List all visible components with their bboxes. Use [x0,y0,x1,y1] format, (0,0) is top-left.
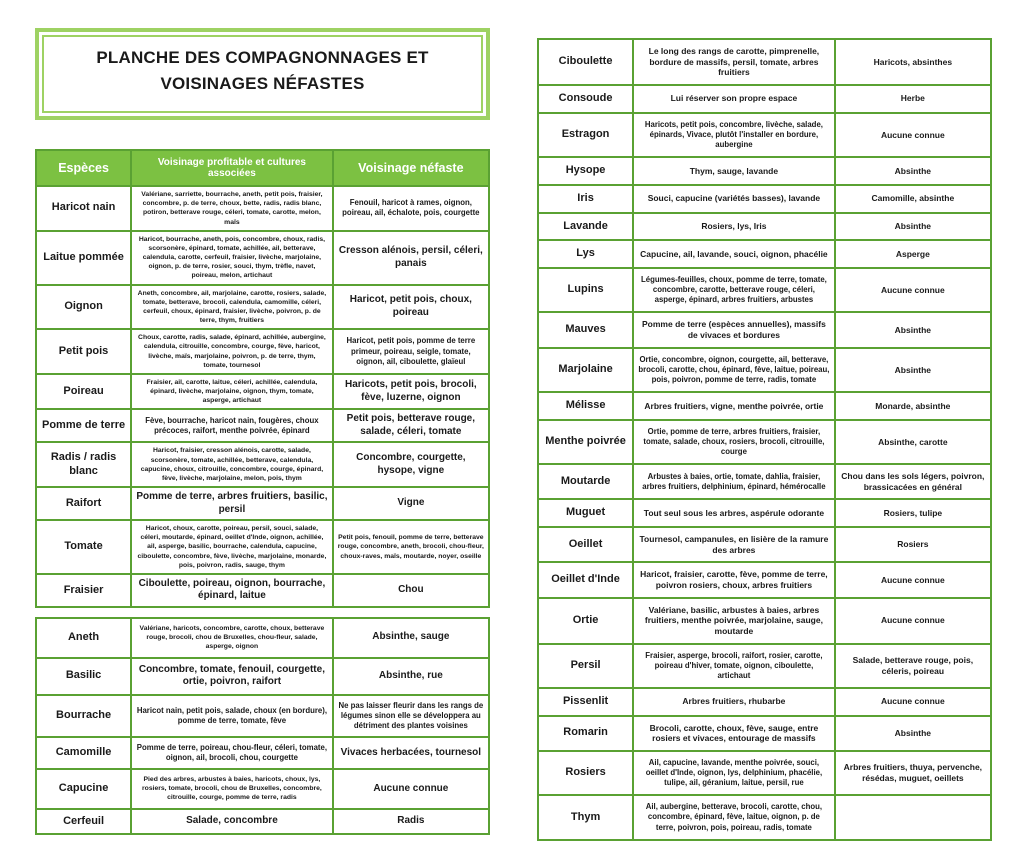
species-cell: Aneth [36,618,131,658]
species-cell: Poireau [36,374,131,410]
table-row [36,658,489,695]
profitable-cell: Arbres fruitiers, vigne, menthe poivrée, ortie [633,392,835,420]
harmful-cell: Haricot, petit pois, choux, poireau [333,285,489,330]
companion-table-herbs-left [35,617,490,835]
harmful-cell: Cresson alénois, persil, céleri, panais [333,231,489,285]
profitable-cell: Tournesol, campanules, en lisière de la ramure des arbres [633,527,835,562]
table-row [538,113,991,157]
harmful-cell: Vigne [333,487,489,520]
profitable-cell: Capucine, ail, lavande, souci, oignon, phacélie [633,240,835,268]
harmful-cell: Absinthe, rue [333,658,489,695]
species-cell: Lavande [538,213,633,241]
harmful-cell: Absinthe, carotte [835,420,991,464]
table-row [36,695,489,737]
table-row [538,598,991,644]
table-row [36,285,489,330]
species-cell: Ortie [538,598,633,644]
title-box-inner [42,35,483,113]
table-row [36,374,489,410]
table-body-main [36,186,489,607]
table-row [538,312,991,347]
profitable-cell: Ail, capucine, lavande, menthe poivrée, souci, oeillet d'Inde, oignon, lys, delphinium, phacélie, tulipe, ail, géranium, laitue, persil, rue [633,751,835,795]
profitable-cell: Le long des rangs de carotte, pimprenelle, bordure de massifs, persil, tomate, arbres fruitiers [633,39,835,85]
table-row [538,499,991,527]
species-cell: Oignon [36,285,131,330]
harmful-cell: Petit pois, betterave rouge, salade, céleri, tomate [333,409,489,442]
harmful-cell: Haricot, petit pois, pomme de terre primeur, poireau, seigle, tomate, oignon, ail, ciboulette, glaïeul [333,329,489,374]
table-row [538,268,991,312]
table-row [36,231,489,285]
profitable-cell: Arbres fruitiers, rhubarbe [633,688,835,716]
table-row [538,213,991,241]
col-header-harmful: Voisinage néfaste [333,150,489,186]
table-row [538,716,991,751]
col-header-profitable: Voisinage profitable et cultures associées [131,150,333,186]
profitable-cell: Ciboulette, poireau, oignon, bourrache, épinard, laitue [131,574,333,607]
profitable-cell: Thym, sauge, lavande [633,157,835,185]
species-cell: Persil [538,644,633,688]
table-row [538,562,991,597]
profitable-cell: Haricots, petit pois, concombre, livèche, salade, épinards, Vivace, plutôt l'installer en bordure, aubergine [633,113,835,157]
harmful-cell: Vivaces herbacées, tournesol [333,737,489,769]
profitable-cell: Aneth, concombre, ail, marjolaine, carotte, rosiers, salade, tomate, betterave, brocoli, calendula, camomille, céleri, cerfeuil, choux, épinard, fraisier, livèche, poivron, p. de terre, thym, fruitiers [131,285,333,330]
species-cell: Mauves [538,312,633,347]
profitable-cell: Haricot, choux, carotte, poireau, persil, souci, salade, céleri, moutarde, épinard, oeillet d'Inde, oignon, achillée, ail, asperge, basilic, bourrache, calendula, capucine, ciboulette, concombre, fève, livèche, marjolaine, monarde, pois, poivron, radis, sauge, thym [131,520,333,574]
table-row [36,574,489,607]
harmful-cell: Aucune connue [835,598,991,644]
profitable-cell: Ortie, pomme de terre, arbres fruitiers, fraisier, tomate, salade, choux, rosiers, brocoli, citrouille, courge [633,420,835,464]
species-cell: Oeillet [538,527,633,562]
harmful-cell: Chou dans les sols légers, poivron, brassicacées en général [835,464,991,499]
table-row [538,644,991,688]
companion-table-herbs-right [537,38,992,841]
table-body-herbs-left [36,618,489,834]
profitable-cell: Rosiers, lys, Iris [633,213,835,241]
profitable-cell: Salade, concombre [131,809,333,835]
species-cell: Oeillet d'Inde [538,562,633,597]
harmful-cell: Rosiers, tulipe [835,499,991,527]
table-row [538,39,991,85]
harmful-cell: Absinthe [835,157,991,185]
profitable-cell: Fraisier, asperge, brocoli, raifort, rosier, carotte, poireau d'hiver, tomate, oignon, ciboulette, artichaut [633,644,835,688]
species-cell: Thym [538,795,633,839]
table-row [538,85,991,113]
species-cell: Hysope [538,157,633,185]
species-cell: Petit pois [36,329,131,374]
table-row [538,420,991,464]
profitable-cell: Tout seul sous les arbres, aspérule odorante [633,499,835,527]
species-cell: Mélisse [538,392,633,420]
species-cell: Ciboulette [538,39,633,85]
profitable-cell: Pied des arbres, arbustes à baies, haricots, choux, lys, rosiers, tomate, brocoli, chou de Bruxelles, concombre, citrouille, courge, pomme de terre, radis [131,769,333,809]
species-cell: Bourrache [36,695,131,737]
harmful-cell: Absinthe [835,213,991,241]
profitable-cell: Légumes-feuilles, choux, pomme de terre, tomate, concombre, carotte, betterave rouge, céleri, asperge, épinard, arbres fruitiers, arbustes [633,268,835,312]
col-header-species: Espèces [36,150,131,186]
species-cell: Pomme de terre [36,409,131,442]
table-row [538,464,991,499]
title-box [35,28,490,120]
species-cell: Marjolaine [538,348,633,392]
species-cell: Haricot nain [36,186,131,231]
table-row [36,442,489,487]
table-header-row [36,150,489,186]
profitable-cell: Pomme de terre (espèces annuelles), massifs de vivaces et bordures [633,312,835,347]
species-cell: Lupins [538,268,633,312]
left-page [35,28,490,835]
species-cell: Radis / radis blanc [36,442,131,487]
harmful-cell: Haricots, petit pois, brocoli, fève, luzerne, oignon [333,374,489,410]
species-cell: Fraisier [36,574,131,607]
table-row [538,751,991,795]
species-cell: Pissenlit [538,688,633,716]
species-cell: Estragon [538,113,633,157]
profitable-cell: Haricot, fraisier, cresson alénois, carotte, salade, scorsonère, tomate, achillée, betterave, calendula, capucine, choux, citrouille, concombre, courge, épinard, fève, livèche, marjolaine, melon, pois, thym [131,442,333,487]
profitable-cell: Haricot, bourrache, aneth, pois, concombre, choux, radis, scorsonère, épinard, tomate, achillée, ail, betterave, calendula, carotte, cerfeuil, fraisier, livèche, marjolaine, oignon, p. de terre, rosier, souci, thym, trèfle, navet, poireau, melon, artichaut [131,231,333,285]
table-row [36,520,489,574]
table-row [538,688,991,716]
harmful-cell: Arbres fruitiers, thuya, pervenche, résédas, muguet, oeillets [835,751,991,795]
harmful-cell: Herbe [835,85,991,113]
table-row [36,409,489,442]
profitable-cell: Pomme de terre, arbres fruitiers, basilic, persil [131,487,333,520]
table-row [36,769,489,809]
profitable-cell: Arbustes à baies, ortie, tomate, dahlia, fraisier, arbres fruitiers, delphinium, épinard, hémérocalle [633,464,835,499]
profitable-cell: Valériane, basilic, arbustes à baies, arbres fruitiers, menthe poivrée, marjolaine, sauge, moutarde [633,598,835,644]
species-cell: Raifort [36,487,131,520]
table-row [538,185,991,213]
profitable-cell: Ail, aubergine, betterave, brocoli, carotte, chou, concombre, épinard, fève, laitue, oignon, p. de terre, poivron, pois, poireau, radis, tomate [633,795,835,839]
harmful-cell: Ne pas laisser fleurir dans les rangs de légumes sinon elle se développera au détriment des plantes voisines [333,695,489,737]
harmful-cell: Aucune connue [333,769,489,809]
profitable-cell: Lui réserver son propre espace [633,85,835,113]
profitable-cell: Fève, bourrache, haricot nain, fougères, choux précoces, raifort, menthe poivrée, épinard [131,409,333,442]
harmful-cell: Radis [333,809,489,835]
harmful-cell: Aucune connue [835,113,991,157]
species-cell: Moutarde [538,464,633,499]
harmful-cell: Chou [333,574,489,607]
table-row [538,527,991,562]
harmful-cell: Camomille, absinthe [835,185,991,213]
harmful-cell: Absinthe [835,716,991,751]
species-cell: Tomate [36,520,131,574]
table-row [538,795,991,839]
table-row [538,392,991,420]
species-cell: Consoude [538,85,633,113]
page-title: PLANCHE DES COMPAGNONNAGES ET VOISINAGES NÉFASTES [96,48,429,94]
harmful-cell: Absinthe [835,312,991,347]
harmful-cell: Rosiers [835,527,991,562]
harmful-cell: Concombre, courgette, hysope, vigne [333,442,489,487]
right-page [537,38,992,841]
species-cell: Rosiers [538,751,633,795]
profitable-cell: Choux, carotte, radis, salade, épinard, achillée, aubergine, calendula, citrouille, concombre, courge, fève, haricot, livèche, maïs, marjolaine, poivron, p. de terre, thym, tomate, tournesol [131,329,333,374]
harmful-cell: Monarde, absinthe [835,392,991,420]
species-cell: Iris [538,185,633,213]
species-cell: Camomille [36,737,131,769]
species-cell: Capucine [36,769,131,809]
harmful-cell: Absinthe [835,348,991,392]
profitable-cell: Valériane, sarriette, bourrache, aneth, petit pois, fraisier, concombre, p. de terre, choux, bette, radis, radis blanc, potiron, betterave rouge, céleri, tomate, carotte, melon, maïs [131,186,333,231]
harmful-cell: Aucune connue [835,688,991,716]
table-row [538,157,991,185]
species-cell: Romarin [538,716,633,751]
table-row [36,737,489,769]
species-cell: Basilic [36,658,131,695]
table-row [36,487,489,520]
profitable-cell: Haricot nain, petit pois, salade, choux (en bordure), pomme de terre, tomate, fève [131,695,333,737]
companion-table-main [35,149,490,608]
profitable-cell: Ortie, concombre, oignon, courgette, ail, betterave, brocoli, carotte, chou, épinard, fève, laitue, poireau, pois, poivron, pomme de terre, radis, tomate [633,348,835,392]
species-cell: Menthe poivrée [538,420,633,464]
table-row [36,618,489,658]
table-row [36,186,489,231]
harmful-cell: Aucune connue [835,562,991,597]
species-cell: Lys [538,240,633,268]
table-row [36,809,489,835]
harmful-cell [835,795,991,839]
harmful-cell: Asperge [835,240,991,268]
table-row [538,240,991,268]
harmful-cell: Aucune connue [835,268,991,312]
profitable-cell: Haricot, fraisier, carotte, fève, pomme de terre, poivron rosiers, choux, arbres fruitiers [633,562,835,597]
table-row [538,348,991,392]
profitable-cell: Souci, capucine (variétés basses), lavande [633,185,835,213]
species-cell: Laitue pommée [36,231,131,285]
profitable-cell: Brocoli, carotte, choux, fève, sauge, entre rosiers et vivaces, entourage de massifs [633,716,835,751]
harmful-cell: Salade, betterave rouge, pois, céleris, poireau [835,644,991,688]
harmful-cell: Fenouil, haricot à rames, oignon, poireau, ail, échalote, pois, courgette [333,186,489,231]
harmful-cell: Petit pois, fenouil, pomme de terre, betterave rouge, concombre, aneth, brocoli, chou-fleur, choux-raves, maïs, moutarde, noyer, oseille [333,520,489,574]
profitable-cell: Pomme de terre, poireau, chou-fleur, céleri, tomate, oignon, ail, brocoli, chou, courgette [131,737,333,769]
species-cell: Cerfeuil [36,809,131,835]
species-cell: Muguet [538,499,633,527]
profitable-cell: Fraisier, ail, carotte, laitue, céleri, achillée, calendula, épinard, livèche, marjolaine, oignon, thym, tomate, asperge, artichaut [131,374,333,410]
harmful-cell: Haricots, absinthes [835,39,991,85]
table-body-herbs-right [538,39,991,840]
profitable-cell: Valériane, haricots, concombre, carotte, choux, betterave rouge, brocoli, chou de Bruxelles, chou-fleur, salade, asperge, oignon [131,618,333,658]
table-row [36,329,489,374]
harmful-cell: Absinthe, sauge [333,618,489,658]
profitable-cell: Concombre, tomate, fenouil, courgette, ortie, poivron, raifort [131,658,333,695]
